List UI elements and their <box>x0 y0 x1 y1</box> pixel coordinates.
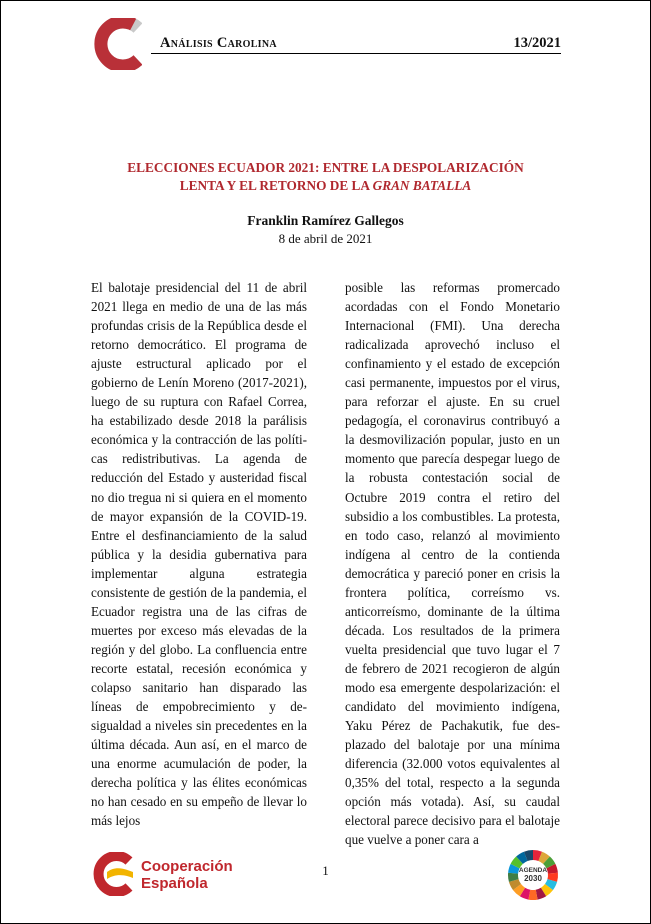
article-author: Franklin Ramírez Gallegos <box>247 213 404 228</box>
article-title <box>1 159 650 195</box>
article-title-line1: ELECCIONES ECUADOR 2021: ENTRE LA DESPOLARIZACIÓN <box>127 160 524 175</box>
article-title-line2 <box>1 177 650 195</box>
agenda-label-line2: 2030 <box>524 873 542 883</box>
body-column-left: El balotaje presidencial del 11 de abril 2021 llega en medio de una de las más profundas crisis de la República desde el retorno democrático. El programa de ajuste estructural aplicado por el gobierno de Lenín Moreno (2017-2021), luego de su ruptura con Rafael Correa, ha estabilizado desde 2018 la parálisis económica y la contracción de las políticas redistributivas. La agenda de reducción del Estado y austeridad fiscal no dio tregua ni si quiera en el momento de mayor expansión de la COVID-19. Entre el desfinanciamiento de la salud pública y la desidia gubernativa para implementar alguna estrategia consistente de gestión de la pandemia, el Ecuador registra una de las cifras de muertes por exceso más elevadas de la región y del globo. La confluencia entre recorte estatal, recesión económica y colapso sanitario han disparado las líneas de empobrecimiento y desigualdad a niveles sin precedentes en la última década. Aun así, en el marco de una enorme acumulación de poder, la derecha política y las élites económicas no han cesado en su empeño de llevar lo más lejos <box>91 280 307 829</box>
agenda-label-line1: AGENDA <box>518 867 548 874</box>
issue-number: 13/2021 <box>513 35 561 51</box>
page-number: 1 <box>322 863 329 878</box>
brand-line1: Cooperación <box>141 858 233 875</box>
body-column-right: posible las reformas promercado acordadas con el Fondo Monetario Internacional (FMI). Una derecha radicalizada aprovechó incluso el confinamiento y el estado de excepción casi permanente, impuestos por el virus, para reforzar el ajuste. En su cruel pedagogía, el coronavirus contribuyó a la desmovilización popular, justo en un momento que parecía despegar luego de la robusta contestación social de Octubre 2019 contra el retiro del subsidio a los combustibles. La protesta, en todo caso, relanzó al movimiento indígena al centro de la contienda democrática y pareció poner en crisis la frontera política, correísmo vs. anticorreísmo, dominante de la última década. Los resultados de la primera vuelta presidencial que tuvo lugar el 7 de febrero de 2021 recogieron de algún modo esa emergente despolarización: el candidato del movimiento indígena, Yaku Pérez de Pachakutik, fue desplazado del balotaje por una mínima diferencia (32.000 votos equivalentes al 0,35% del total, respecto a la segunda opción más votada). Así, su caudal electoral parece decisivo para el balotaje que vuelve a poner cara a <box>345 280 560 848</box>
agenda-2030-label <box>507 867 559 882</box>
series-title-text: Análisis Carolina <box>160 35 277 51</box>
article-title-line2-prefix: LENTA Y EL RETORNO DE LA <box>179 178 373 193</box>
header-divider <box>151 53 561 54</box>
carolina-c-logo-icon <box>94 18 142 70</box>
series-title <box>160 35 277 52</box>
article-date: 8 de abril de 2021 <box>278 231 373 246</box>
article-title-line2-italic: GRAN BATALLA <box>372 178 472 193</box>
brand-line2: Española <box>141 875 208 892</box>
